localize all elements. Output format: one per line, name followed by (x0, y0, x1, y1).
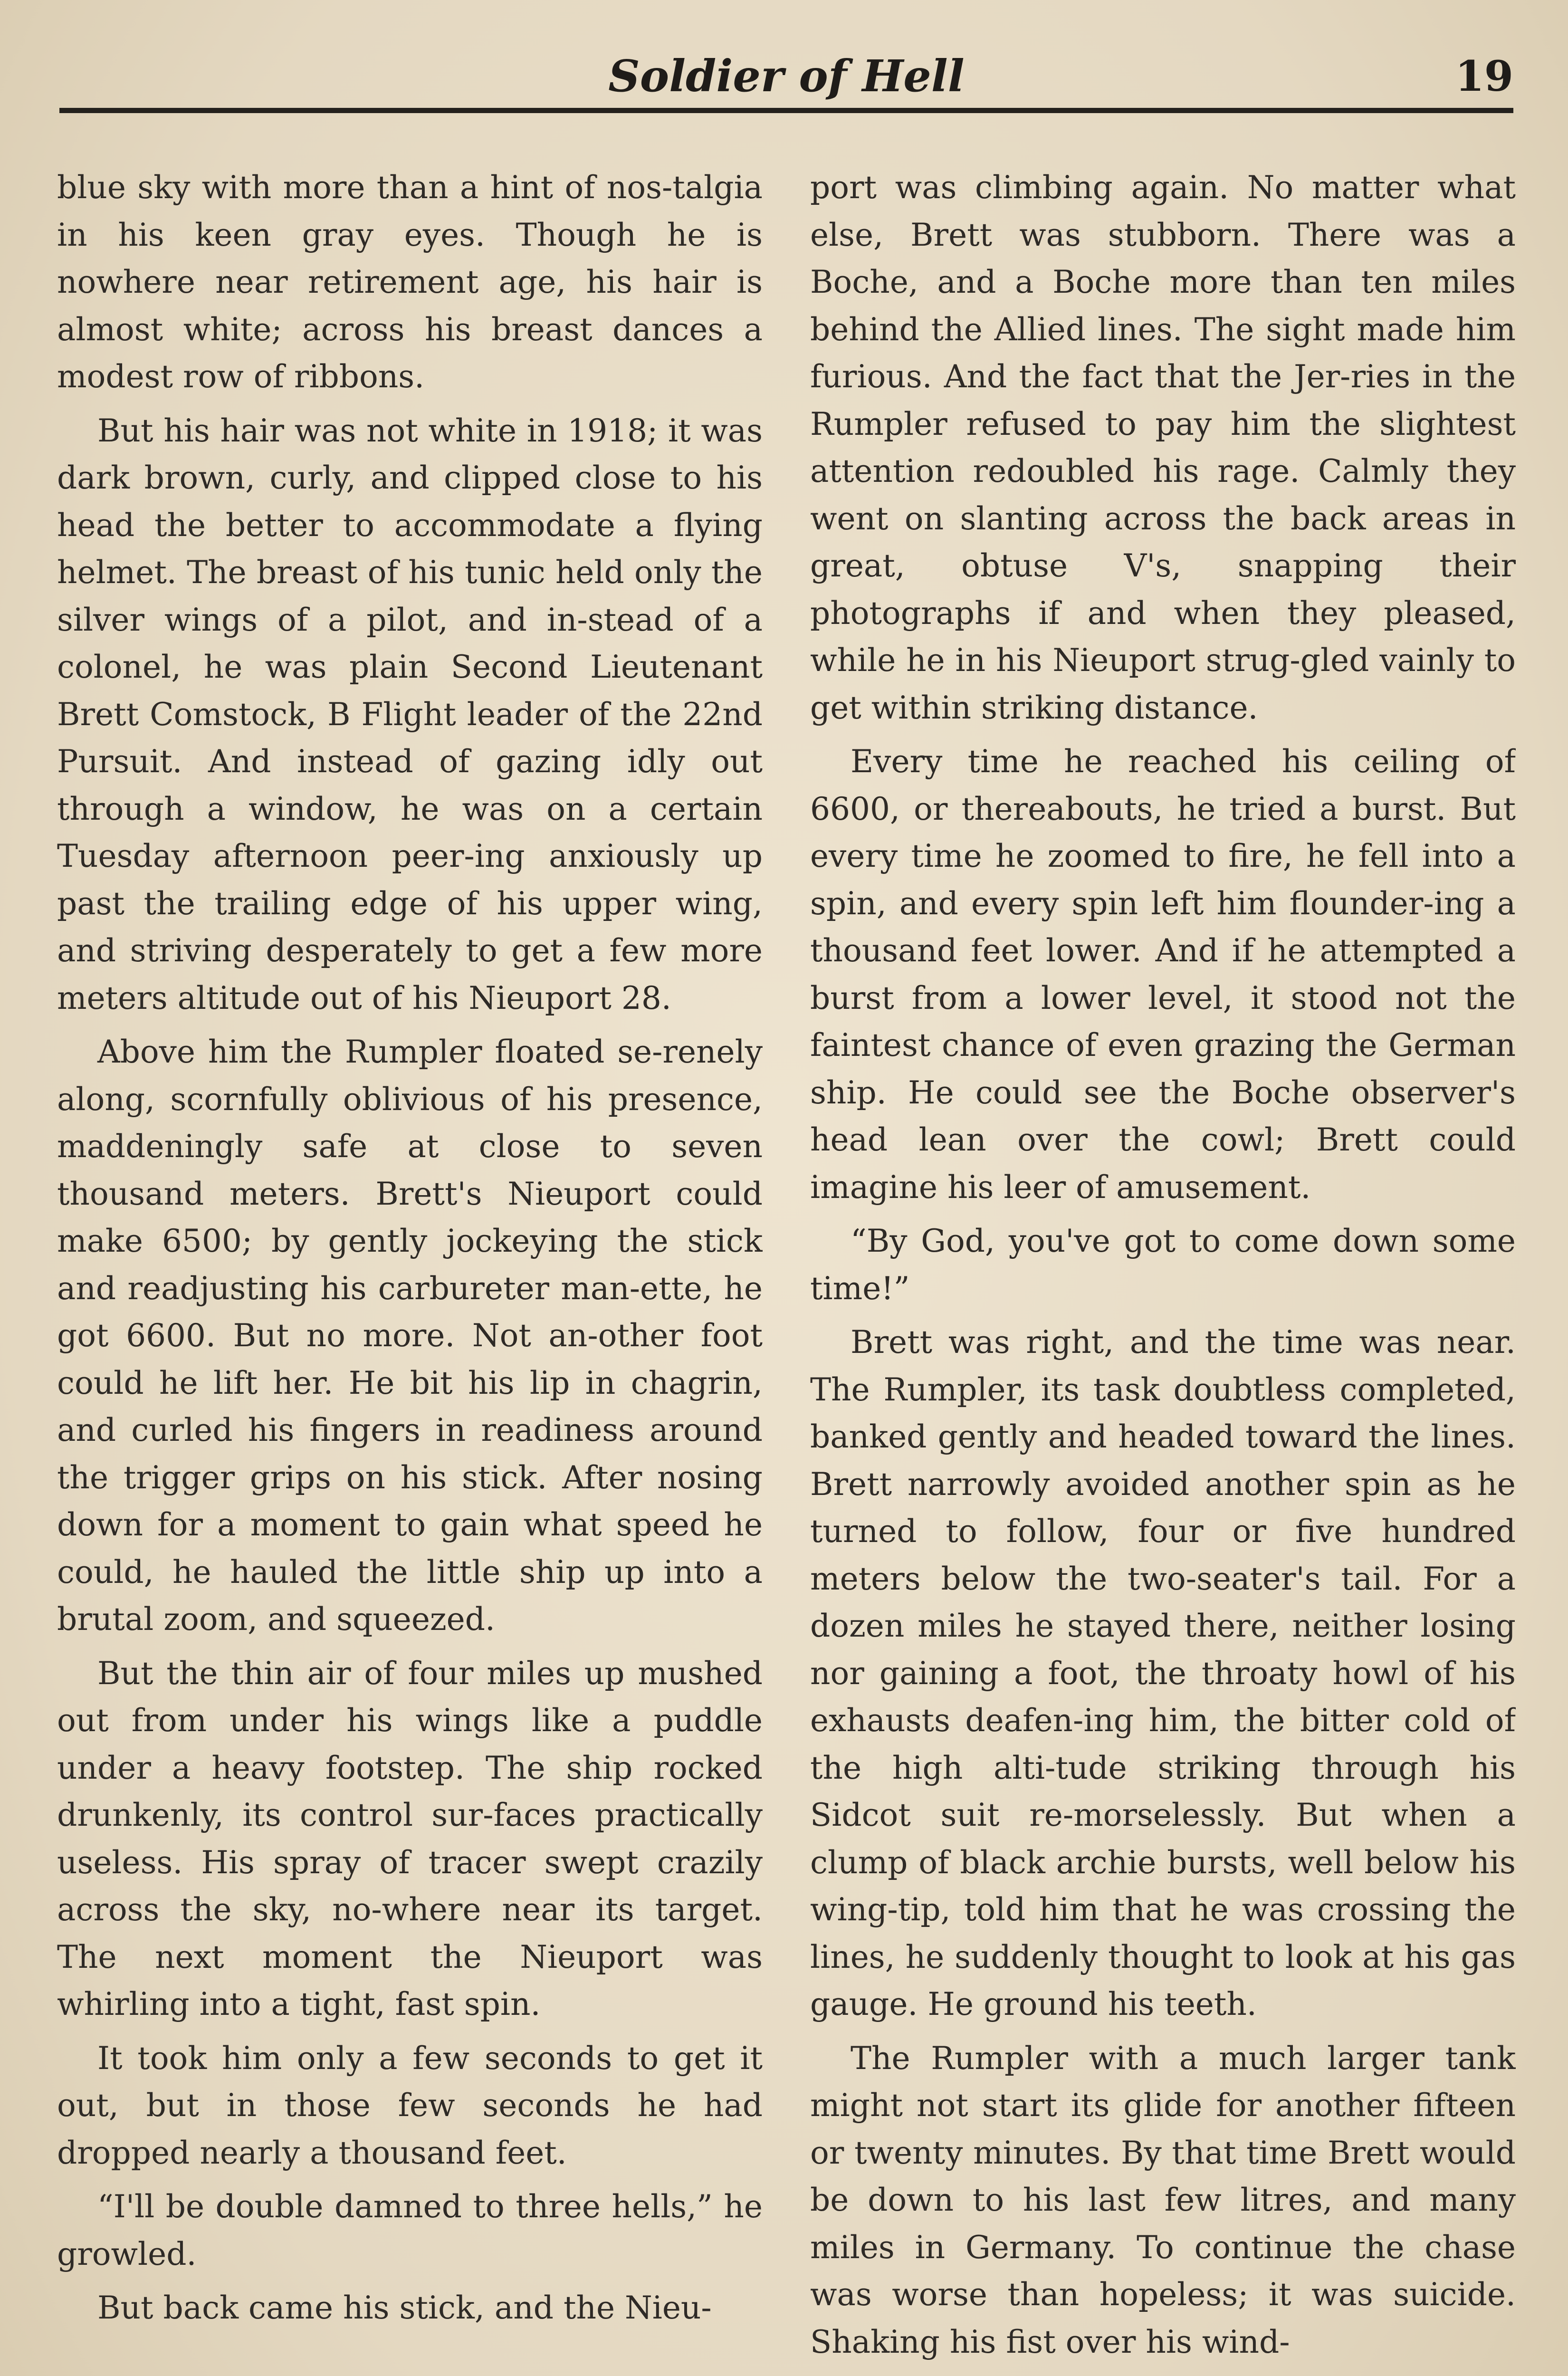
paragraph: Brett was right, and the time was near. The Rumpler, its task doubtless completed, banked gently and headed toward the lines. Brett narrowly avoided another spin as he turned to follow, four or five hundred meters below the two-seater's tail. For a dozen miles he stayed there, neither losing nor gaining a foot, the throaty howl of his exhausts deafen-ing him, the bitter cold of the high alti-tude striking through his Sidcot suit re-morselessly. But when a clump of black archie bursts, well below his wing-tip, told him that he was crossing the lines, he suddenly thought to look at his gas gauge. He ground his teeth. (810, 1324, 1516, 2022)
page-header (59, 45, 1513, 107)
paragraph: port was climbing again. No matter what else, Brett was stubborn. There was a Boche, and a Boche more than ten miles behind the Allied lines. The sight made him furious. And the fact that the Jer-ries in the Rumpler refused to pay him the slightest attention redoubled his rage. Calmly they went on slanting across the back areas in great, obtuse V's, snapping their photographs if and when they pleased, while he in his Nieuport strug-gled vainly to get within striking distance. (810, 169, 1516, 726)
paragraph: Above him the Rumpler floated se-renely along, scornfully oblivious of his presence, maddeningly safe at close to seven thousand meters. Brett's Nieuport could make 6500; by gently jockeying the stick and readjusting his carbureter man-ette, he got 6600. But no more. Not an-other foot could he lift her. He bit his lip in chagrin, and curled his fingers in readiness around the trigger grips on his stick. After nosing down for a moment to gain what speed he could, he hauled the little ship up into a brutal zoom, and squeezed. (57, 1034, 763, 1638)
paragraph: “I'll be double damned to three hells,” he growled. (57, 2188, 763, 2272)
paragraph: But the thin air of four miles up mushed out from under his wings like a puddle under a heavy footstep. The ship rocked drunkenly, its control sur-faces practically useless. His spray of tracer swept crazily across the sky, no-where near its target. The next moment the Nieuport was whirling into a tight, fast spin. (57, 1655, 763, 2022)
left-column (57, 164, 763, 2376)
running-title: Soldier of Hell (608, 50, 965, 102)
paragraph: The Rumpler with a much larger tank might not start its glide for another fifteen or twenty minutes. By that time Brett would be down to his last few litres, and many miles in Germany. To continue the chase was worse than hopeless; it was suicide. Shaking his fist over his wind- (810, 2040, 1516, 2360)
paragraph: It took him only a few seconds to get it out, but in those few seconds he had dropped nearly a thousand feet. (57, 2040, 763, 2171)
page-number: 19 (1455, 51, 1513, 101)
paragraph: But back came his stick, and the Nieu- (97, 2290, 712, 2326)
right-column (810, 164, 1516, 2376)
paragraph: “By God, you've got to come down some time!” (810, 1223, 1516, 1307)
header-rule (59, 108, 1513, 113)
paragraph: Every time he reached his ceiling of 6600, or thereabouts, he tried a burst. But every time he zoomed to fire, he fell into a spin, and every spin left him flounder-ing a thousand feet lower. And if he attempted a burst from a lower level, it stood not the faintest chance of even grazing the German ship. He could see the Boche observer's head lean over the cowl; Brett could imagine his leer of amusement. (810, 743, 1516, 1206)
paragraph: But his hair was not white in 1918; it was dark brown, curly, and clipped close to his head the better to accommodate a flying helmet. The breast of his tunic held only the silver wings of a pilot, and in-stead of a colonel, he was plain Second Lieutenant Brett Comstock, B Flight leader of the 22nd Pursuit. And instead of gazing idly out through a window, he was on a certain Tuesday afternoon peer-ing anxiously up past the trailing edge of his upper wing, and striving desperately to get a few more meters altitude out of his Nieuport 28. (57, 412, 763, 1016)
paragraph: blue sky with more than a hint of nos-talgia in his keen gray eyes. Though he is nowhere near retirement age, his hair is almost white; across his breast dances a modest row of ribbons. (57, 169, 763, 395)
